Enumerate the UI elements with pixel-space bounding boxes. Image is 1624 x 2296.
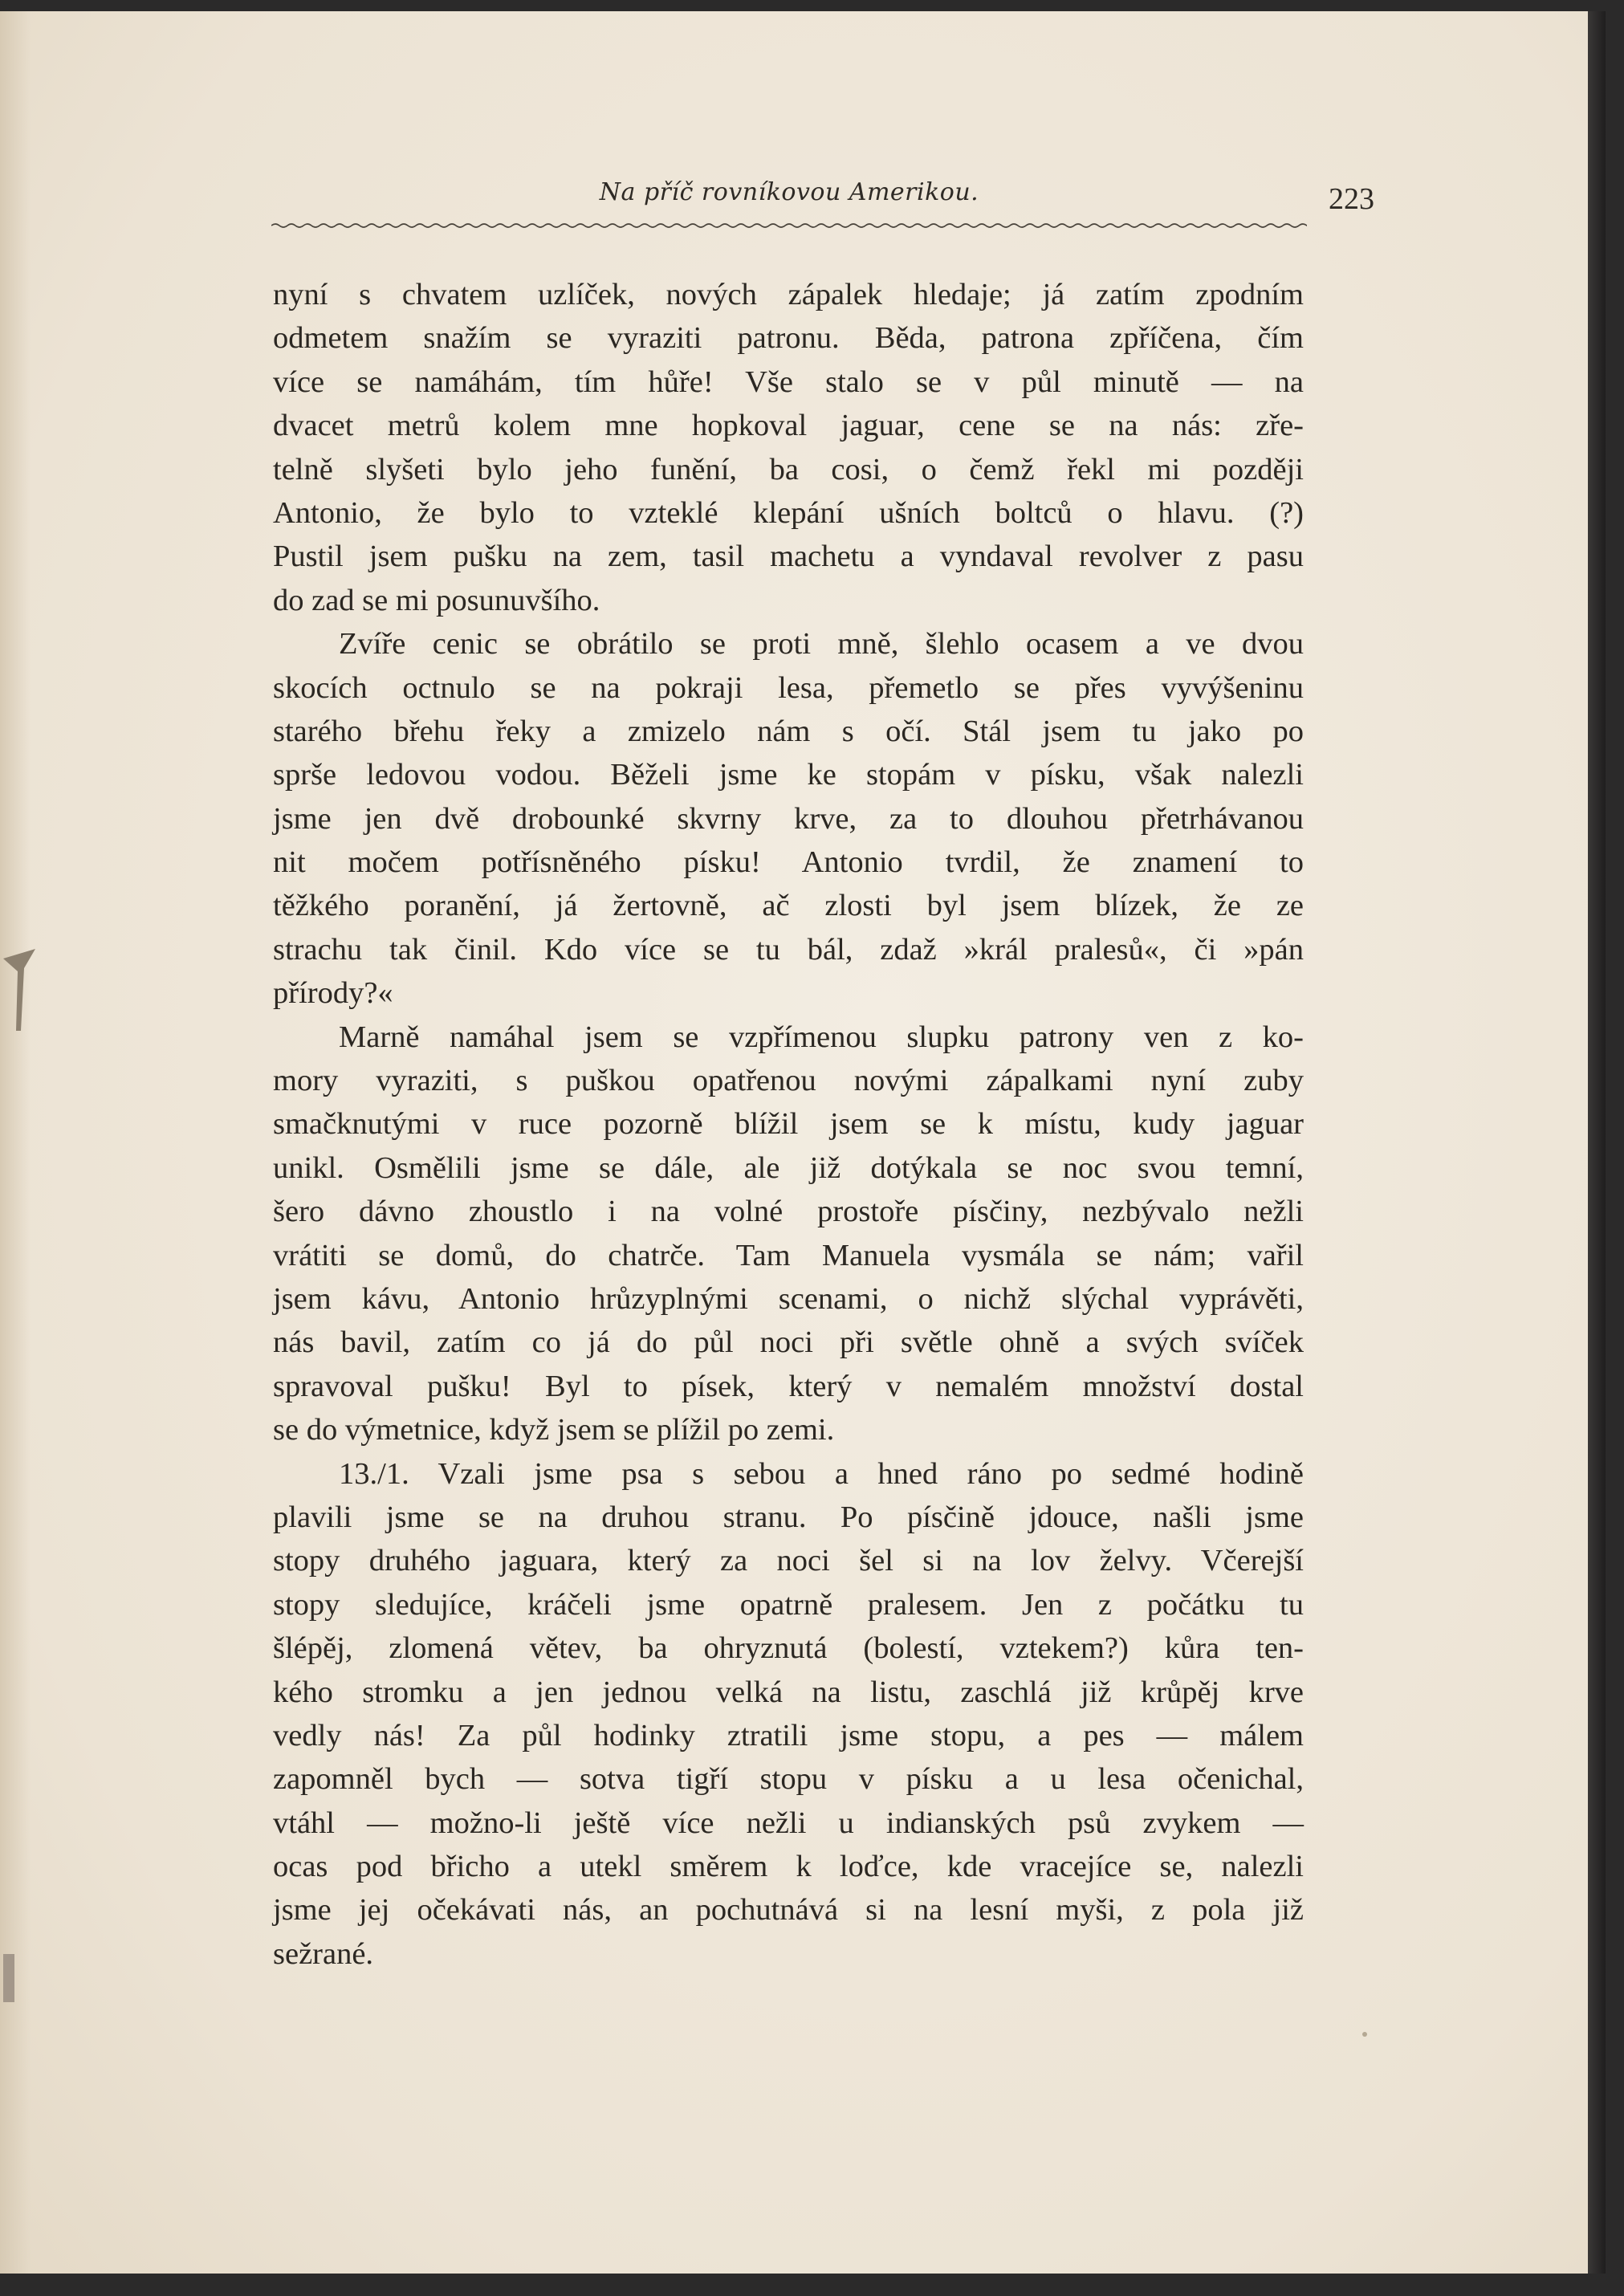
text-line: nyní s chvatem uzlíček, nových zápalek hledaje; já zatím zpodním xyxy=(273,278,1304,311)
text-line: dvacet metrů kolem mne hopkoval jaguar, cene se na nás: zře- xyxy=(273,409,1304,443)
wavy-rule xyxy=(271,220,1307,231)
binding-mark xyxy=(3,949,35,1031)
text-line: šero dávno zhoustlo i na volné prostoře písčiny, nezbývalo nežli xyxy=(273,1195,1304,1229)
text-line: telně slyšeti bylo jeho funění, ba cosi, o čemž řekl mi později xyxy=(273,452,1304,486)
text-line: vrátiti se domů, do chatrče. Tam Manuela vysmála se nám; vařil xyxy=(273,1238,1304,1272)
text-line: jsme jen dvě drobounké skvrny krve, za to dlouhou přetrhávanou xyxy=(273,801,1304,836)
text-line: unikl. Osmělili jsme se dále, ale již dotýkala se noc svou temní, xyxy=(273,1150,1304,1185)
text-line: 13./1. Vzali jsme psa s sebou a hned ráno po sedmé hodině xyxy=(339,1456,1304,1491)
running-header xyxy=(271,178,1374,226)
text-line: kého stromku a jen jednou velká na listu, zaschlá již krůpěj krve xyxy=(273,1675,1304,1709)
text-line: stopy sledujíce, kráčeli jsme opatrně pralesem. Jen z počátku tu xyxy=(273,1587,1304,1622)
book-page xyxy=(0,11,1606,2274)
body-text xyxy=(273,273,1304,1976)
text-line: se do výmetnice, když jsem se plížil po zemi. xyxy=(273,1413,835,1447)
text-line: více se namáhám, tím hůře! Vše stalo se v půl minutě — na xyxy=(273,364,1304,399)
text-line: plavili jsme se na druhou stranu. Po písčině jdouce, našli jsme xyxy=(273,1500,1304,1534)
text-line: strachu tak činil. Kdo více se tu bál, zdaž »král pralesů«, či »pán xyxy=(273,932,1304,967)
binding-mark xyxy=(3,1954,14,2002)
text-line: spravoval pušku! Byl to písek, který v nemalém množství dostal xyxy=(273,1369,1304,1403)
text-line: jsme jej očekávati nás, an pochutnává si na lesní myši, z pola již xyxy=(273,1893,1304,1928)
text-line: odmetem snažím se vyraziti patronu. Běda, patrona zpříčena, čím xyxy=(273,321,1304,356)
text-line: Antonio, že bylo to vzteklé klepání ušních boltců o hlavu. (?) xyxy=(273,495,1304,530)
text-line: sprše ledovou vodou. Běželi jsme ke stopám v písku, však nalezli xyxy=(273,758,1304,792)
text-line: těžkého poranění, já žertovně, ač zlosti byl jsem blízek, že ze xyxy=(273,889,1304,923)
text-line: starého břehu řeky a zmizelo nám s očí. Stál jsem tu jako po xyxy=(273,714,1304,748)
text-line: vedly nás! Za půl hodinky ztratili jsme stopu, a pes — málem xyxy=(273,1718,1304,1753)
text-line: skocích octnulo se na pokraji lesa, přemetlo se přes vyvýšeninu xyxy=(273,670,1304,705)
text-line: zapomněl bych — sotva tigří stopu v písku a u lesa očenichal, xyxy=(273,1762,1304,1797)
text-line: nás bavil, zatím co já do půl noci při světle ohně a svých svíček xyxy=(273,1325,1304,1360)
text-line: šlépěj, zlomená větev, ba ohryznutá (bolestí, vztekem?) kůra ten- xyxy=(273,1631,1304,1666)
text-line: Zvíře cenic se obrátilo se proti mně, šlehlo ocasem a ve dvou xyxy=(339,627,1304,662)
text-line: stopy druhého jaguara, který za noci šel si na lov želvy. Včerejší xyxy=(273,1544,1304,1578)
text-line: jsem kávu, Antonio hrůzyplnými scenami, o nichž slýchal vyprávěti, xyxy=(273,1281,1304,1316)
text-line: nit močem potřísněného písku! Antonio tvrdil, že znamení to xyxy=(273,845,1304,880)
text-line: ocas pod břicho a utekl směrem k loďce, kde vracejíce se, nalezli xyxy=(273,1850,1304,1884)
page-number: 223 xyxy=(1329,182,1374,216)
running-title: Na příč rovníkovou Amerikou. xyxy=(599,178,979,206)
text-line: přírody?« xyxy=(273,976,393,1011)
paper-speck xyxy=(1362,2032,1367,2037)
text-line: sežrané. xyxy=(273,1936,374,1971)
text-line: smačknutými v ruce pozorně blížil jsem se k místu, kudy jaguar xyxy=(273,1107,1304,1142)
text-line: Marně namáhal jsem se vzpřímenou slupku patrony ven z ko- xyxy=(339,1020,1304,1054)
text-line: Pustil jsem pušku na zem, tasil machetu a vyndaval revolver z pasu xyxy=(273,539,1304,574)
text-line: do zad se mi posunuvšího. xyxy=(273,583,600,617)
text-line: vtáhl — možno-li ještě více nežli u indianských psů zvykem — xyxy=(273,1805,1304,1840)
text-line: mory vyraziti, s puškou opatřenou novými zápalkami nyní zuby xyxy=(273,1064,1304,1098)
